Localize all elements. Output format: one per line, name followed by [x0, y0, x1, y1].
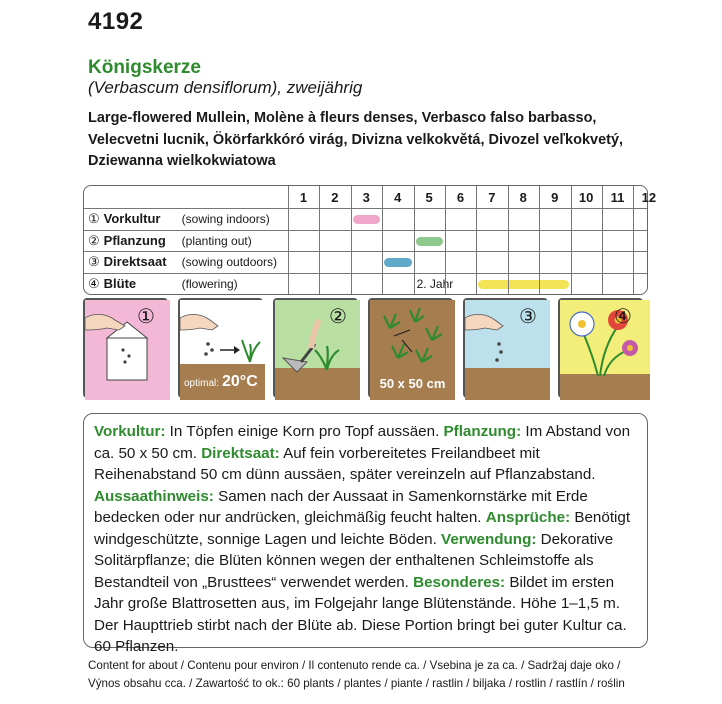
calendar-gridline — [633, 186, 634, 294]
calendar-row-label — [88, 211, 270, 227]
calendar-row — [84, 208, 647, 229]
latin-name: (Verbascum densiflorum), zweijährig — [88, 78, 363, 97]
month-label: 5 — [425, 190, 433, 205]
calendar-row-label — [88, 276, 238, 292]
info-text: In Töpfen einige Korn pro Topf aussäen. — [165, 423, 444, 440]
instruction-pictograms — [83, 298, 648, 398]
info-text: Im Abstand von ca. 50 x 50 cm. — [94, 423, 631, 462]
second-year-note: 2. Jahr — [416, 277, 454, 292]
common-names-line: Large-flowered Mullein, Molène à fleurs denses, Verbasco falso barbasso, — [88, 110, 597, 126]
content-footer — [88, 657, 678, 693]
planting-out-illustration — [275, 300, 360, 400]
calendar-row — [84, 230, 647, 251]
month-label: 1 — [299, 190, 308, 205]
footer-line: Content for about / Contenu pour environ / Il contenuto rende ca. / Vsebina je za ca. / Sadržaj daje oko / — [88, 659, 621, 672]
calendar-stage-en: (sowing indoors) — [181, 211, 270, 226]
month-label: 7 — [488, 190, 496, 205]
step-number: ② — [88, 232, 100, 248]
calendar-period-bar — [384, 258, 411, 267]
calendar-gridline — [351, 186, 352, 294]
calendar-row — [84, 273, 647, 294]
germination-temp: 20°C — [222, 373, 258, 390]
info-heading: Direktsaat: — [201, 444, 280, 462]
calendar-stage: Blüte — [103, 276, 137, 292]
step-spacing — [368, 298, 453, 398]
info-heading: Pflanzung: — [443, 423, 522, 440]
step-sowing-indoors — [83, 298, 168, 398]
calendar-gridline — [414, 186, 415, 294]
step-germination — [178, 298, 263, 398]
info-text: Samen nach der Aussaat in Samenkornstärke mit Erde bedecken oder nur andrücken, gleichmäßig feucht halten. — [94, 487, 588, 526]
info-text: Dekorative Solitärpflanze; die Blüten können wegen der enthaltenen Schleimstoffe als Bestandteil von „Brusttees“ verwendet werden. — [94, 530, 614, 591]
footer-line: Výnos obsahu cca. / Zawartość to ok.: 60 plants / plantes / piante / rastlin / biljaka / rostlin / rastlín / roślin — [88, 677, 625, 690]
info-heading: Verwendung: — [441, 530, 537, 548]
info-text: Auf fein vorbereitetes Freilandbeet mit Reihenabstand 50 cm dünn aussäen, später vereinzeln auf Pflanzabstand. — [94, 444, 596, 483]
month-label: 6 — [456, 190, 465, 205]
info-heading: Besonderes: — [413, 573, 506, 591]
step-planting-out — [273, 298, 358, 398]
step-number: ④ — [88, 276, 100, 292]
calendar-gridline — [382, 186, 383, 294]
month-label: 4 — [394, 190, 402, 205]
common-names — [88, 108, 648, 173]
calendar-row-label — [88, 254, 277, 270]
month-label: 2 — [331, 190, 339, 205]
step-badge: ④ — [614, 306, 632, 328]
calendar-gridline — [445, 186, 446, 294]
month-label: 12 — [641, 190, 657, 205]
calendar-gridline — [319, 186, 320, 294]
month-label: 8 — [519, 190, 527, 205]
calendar-stage: Direktsaat — [103, 254, 167, 270]
calendar-stage-en: (planting out) — [181, 233, 252, 248]
step-badge: ② — [329, 306, 347, 328]
spacing-caption: 50 x 50 cm — [379, 376, 446, 391]
common-names-line: Dziewanna wielkokwiatowa — [88, 153, 276, 169]
month-label: 9 — [551, 190, 559, 205]
calendar-period-bar — [353, 215, 380, 224]
info-text: Bildet im ersten Jahr große Blattrosetten aus, im Folgejahr lange Blütenstände. Höhe 1–1,5 m. Der Haupttrieb stirbt nach der Blüte ab. Diese Portion bringt bei guter Kultur ca. 60 Pflanzen. — [94, 573, 627, 655]
month-label: 10 — [578, 190, 594, 205]
step-badge: ① — [137, 306, 155, 328]
product-title: Königskerze — [88, 57, 201, 78]
info-text: Benötigt windgeschützte, sonnige Lagen und leichte Böden. — [94, 509, 631, 548]
calendar-stage: Vorkultur — [103, 210, 161, 226]
product-code: 4192 — [88, 8, 144, 35]
calendar-stage-en: (flowering) — [181, 277, 238, 292]
direct-sowing-illustration — [465, 300, 550, 400]
growing-instructions — [83, 413, 648, 655]
calendar-gridline — [288, 186, 289, 294]
step-number: ① — [88, 210, 100, 226]
step-direct-sowing — [463, 298, 548, 398]
calendar-stage: Pflanzung — [103, 232, 166, 248]
step-number: ③ — [88, 254, 100, 270]
month-label: 11 — [610, 190, 625, 205]
calendar-period-bar — [478, 280, 568, 289]
flowering-illustration — [560, 300, 650, 400]
germination-temp-prefix: optimal: — [184, 378, 220, 389]
info-heading: Ansprüche: — [485, 509, 571, 526]
step-flowering — [558, 298, 643, 398]
sowing-calendar — [83, 185, 657, 295]
calendar-row — [84, 251, 647, 272]
info-heading: Aussaathinweis: — [94, 487, 214, 505]
calendar-row-label — [88, 233, 252, 249]
common-names-line: Velecvetni lucnik, Ökörfarkkóró virág, Divizna velkokvětá, Divozel veľkokvetý, — [88, 131, 624, 148]
calendar-gridline — [571, 186, 572, 294]
step-badge: ③ — [519, 306, 537, 328]
calendar-gridline — [508, 186, 509, 294]
calendar-gridline — [539, 186, 540, 294]
calendar-stage-en: (sowing outdoors) — [181, 255, 278, 270]
calendar-gridline — [602, 186, 603, 294]
sowing-pot-illustration — [85, 300, 170, 400]
info-heading: Vorkultur: — [94, 423, 166, 440]
calendar-period-bar — [416, 237, 443, 246]
month-label: 3 — [362, 190, 370, 205]
calendar-gridline — [476, 186, 477, 294]
